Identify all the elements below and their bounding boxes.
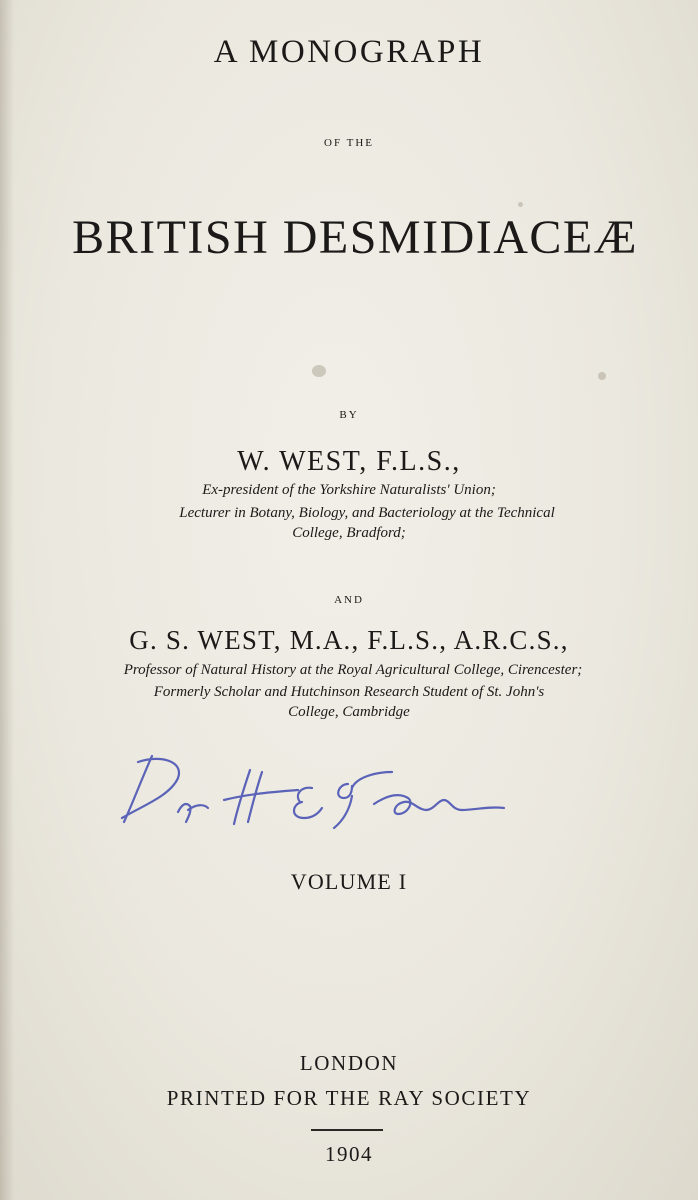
- paper-blemish: [518, 202, 523, 207]
- author1-desc-line: Lecturer in Botany, Biology, and Bacteriology at the Technical: [179, 505, 555, 521]
- title-prefix: A MONOGRAPH: [213, 34, 485, 70]
- author2-name: G. S. WEST, M.A., F.L.S., A.R.C.S.,: [129, 625, 569, 655]
- paper-blemish: [598, 372, 606, 380]
- author1-desc-line: College, Bradford;: [292, 525, 406, 541]
- imprint-year: 1904: [325, 1142, 373, 1166]
- handwritten-signature: [112, 748, 532, 838]
- main-title: BRITISH DESMIDIACEÆ: [72, 211, 638, 264]
- author2-desc-line: College, Cambridge: [288, 704, 410, 720]
- imprint-city: LONDON: [299, 1051, 399, 1075]
- author2-desc-line: Professor of Natural History at the Royal Agricultural College, Cirencester;: [123, 662, 583, 678]
- by-text: BY: [339, 409, 359, 421]
- of-the-text: OF THE: [324, 137, 374, 149]
- imprint-publisher: PRINTED FOR THE RAY SOCIETY: [166, 1086, 532, 1110]
- author1-desc-line: Ex-president of the Yorkshire Naturalists' Union;: [202, 482, 496, 498]
- paper-blemish: [312, 365, 326, 377]
- volume-label: VOLUME I: [290, 869, 408, 894]
- imprint-rule: [311, 1129, 383, 1131]
- author2-desc-line: Formerly Scholar and Hutchinson Research Student of St. John's: [153, 684, 545, 700]
- author1-name: W. WEST, F.L.S.,: [237, 446, 461, 477]
- and-text: AND: [334, 594, 364, 606]
